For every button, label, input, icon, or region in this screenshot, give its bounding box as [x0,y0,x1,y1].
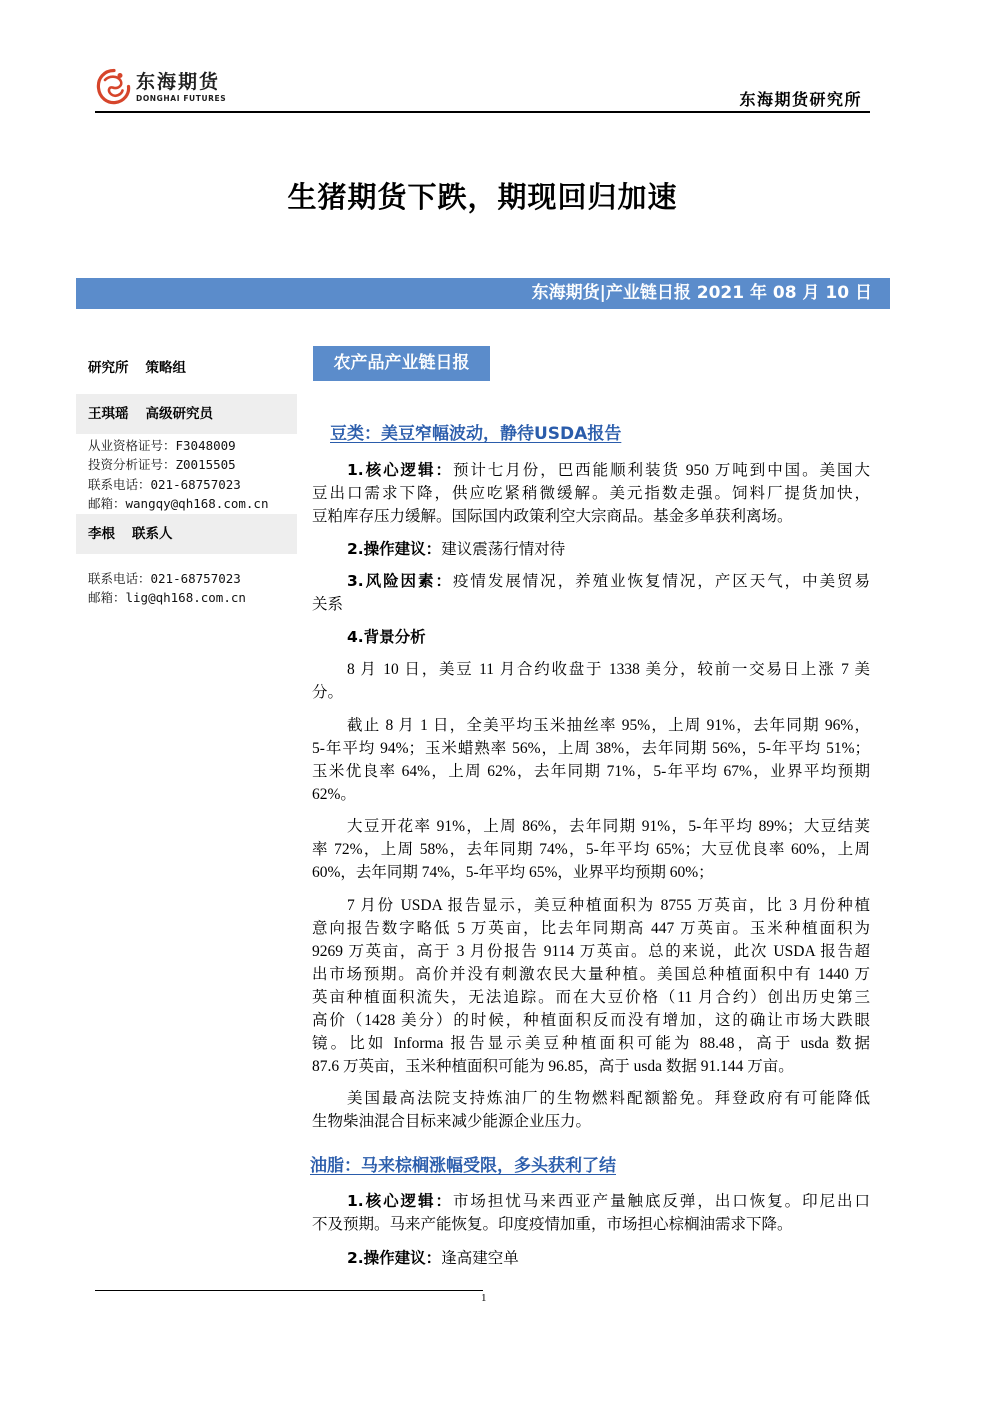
contact-name-title [88,514,173,554]
text-line: 豆出口需求下降，供应吃紧稍微缓解。美元指数走强。饲料厂提货加快， [312,485,870,502]
text-line: 截止 8 月 1 日，全美平均玉米抽丝率 95%，上周 91%，去年同期 96%， [347,716,870,734]
text-line: 不及预期。马来产能恢复。印度疫情加重，市场担心棕榈油需求下降。 [312,1215,793,1233]
footer-divider [95,1290,483,1291]
oils-operation-advice [312,1247,870,1270]
section-heading-soybean: 豆类：美豆窄幅波动，静待USDA报告 [330,424,622,444]
line-text: 疫情发展情况，养殖业恢复情况，产区天气，中美贸易 [452,573,870,590]
contact-info [88,569,246,608]
text-line: 分。 [312,684,344,701]
qualification-cert-number: 从业资格证号：F3048009 [88,438,236,453]
document-title: 生猪期货下跌，期现回归加速 [287,180,678,214]
department-line [88,359,186,377]
text-line: 美国最高法院支持炼油厂的生物燃料配额豁免。拜登政府有可能降低 [347,1090,870,1107]
report-body [312,422,870,1270]
text-line: 豆粕库存压力缓解。国际国内政策利空大宗商品。基金多单获利离场。 [312,508,793,525]
analyst-name-box [76,394,297,434]
banner-date-text: 东海期货|产业链日报 2021 年 08 月 10 日 [531,283,872,303]
text-line [312,570,870,593]
text-line [312,626,870,649]
text-line: 5-年平均 94%；玉米蜡熟率 56%，上周 38%，去年同期 56%，5-年平均 51%； [312,739,870,757]
soybean-risk-factors [312,570,870,616]
contact-title: 联系人 [132,526,173,541]
section-heading-oils: 油脂：马来棕榈涨幅受限，多头获利了结 [310,1156,616,1176]
soybean-background-heading [312,626,870,649]
soybean-background-paragraph [312,658,870,704]
line-text: 市场担忧马来西亚产量触底反弹，出口恢复。印尼出口 [452,1192,870,1210]
analyst-title: 高级研究员 [145,406,213,421]
page-number: 1 [481,1292,487,1304]
soybean-background-paragraph [312,714,870,806]
soybean-core-logic [312,459,870,528]
text-line: 出市场预期。高价并没有刺激农民大量种植。美国总种植面积中有 1440 万 [312,965,870,983]
paragraph-label: 3.风险因素： [347,572,453,590]
paragraph-label: 1.核心逻辑： [347,1191,453,1210]
analyst-contact-info [88,436,269,513]
text-line: 关系 [312,596,344,613]
text-line: 60%，去年同期 74%，5-年平均 65%，业界平均预期 60%； [312,864,714,881]
contact-phone: 联系电话：021-68757023 [88,571,241,586]
team: 策略组 [145,360,186,375]
text-line: 率 72%，上周 58%，去年同期 74%，5-年平均 65%；大豆优良率 60%，上周 [312,841,870,858]
text-line: 玉米优良率 64%，上周 62%，去年同期 71%，5-年平均 67%，业界平均预期 [312,762,870,780]
report-banner [76,278,890,309]
logo-wordmark-cn: 东海期货 [136,71,221,93]
text-line [312,538,870,561]
header-divider [95,111,870,113]
soybean-background-paragraph [312,815,870,884]
text-line: 镜。比如 Informa 报告显示美豆种植面积可能为 88.48，高于 usda 数据 [312,1034,870,1052]
text-line: 8 月 10 日，美豆 11 月合约收盘于 1338 美分，较前一交易日上涨 7 美 [347,661,870,678]
paragraph-label: 2.操作建议： [347,1248,442,1267]
contact-email: 邮箱：lig@qh168.com.cn [88,590,246,606]
text-line: 英亩种植面积流失，无法追踪。而在大豆价格（11 月合约）创出历史第三 [312,988,870,1006]
text-line: 62%。 [312,785,356,803]
oils-core-logic [312,1190,870,1236]
soybean-operation-advice [312,538,870,561]
donghai-logo-icon [95,67,132,106]
contact-name-box [76,514,297,554]
paragraph-label: 1.核心逻辑： [347,461,453,479]
line-text: 逢高建空单 [441,1249,519,1267]
paragraph-label: 2.操作建议： [347,539,442,558]
text-line: 高价（1428 美分）的时候，种植面积反而没有增加，这的确让市场大跌眼 [312,1011,870,1029]
text-line: 7 月份 USDA 报告显示，美豆种植面积为 8755 万英亩，比 3 月份种植 [347,896,870,914]
text-line: 87.6 万英亩，玉米种植面积可能为 96.85，高于 usda 数据 91.144 万亩。 [312,1057,794,1075]
text-line [312,1190,870,1213]
report-category-tag: 农产品产业链日报 [313,346,490,381]
analyst-name: 王琪瑶 [88,406,129,421]
text-line: 意向报告数字略低 5 万英亩，比去年同期高 447 万英亩。玉米种植面积为 [312,919,870,937]
logo-wordmark-en: DONGHAI FUTURES [136,94,227,103]
analyst-email: 邮箱：wangqy@qh168.com.cn [88,495,269,511]
text-line: 9269 万英亩，高于 3 月份报告 9114 万英亩。总的来说，此次 USDA 报告超 [312,942,870,960]
text-line [312,459,870,482]
analyst-phone: 联系电话：021-68757023 [88,476,241,492]
contact-name: 李根 [88,526,115,541]
department: 研究所 [88,360,129,375]
text-line: 大豆开花率 91%，上周 86%，去年同期 91%，5-年平均 89%；大豆结荚 [347,818,870,835]
investment-cert-number: 投资分析证号：Z0015505 [88,457,236,473]
line-text: 建议震荡行情对待 [441,540,566,558]
text-line: 生物柴油混合目标来减少能源企业压力。 [312,1113,592,1130]
line-text: 预计七月份，巴西能顺利装货 950 万吨到中国。美国大 [452,462,870,479]
analyst-name-title [88,394,213,434]
soybean-background-paragraph [312,1087,870,1133]
text-line [312,1247,870,1270]
soybean-background-paragraph [312,894,870,1078]
paragraph-label: 4.背景分析 [347,627,426,646]
institute-name: 东海期货研究所 [739,90,862,109]
